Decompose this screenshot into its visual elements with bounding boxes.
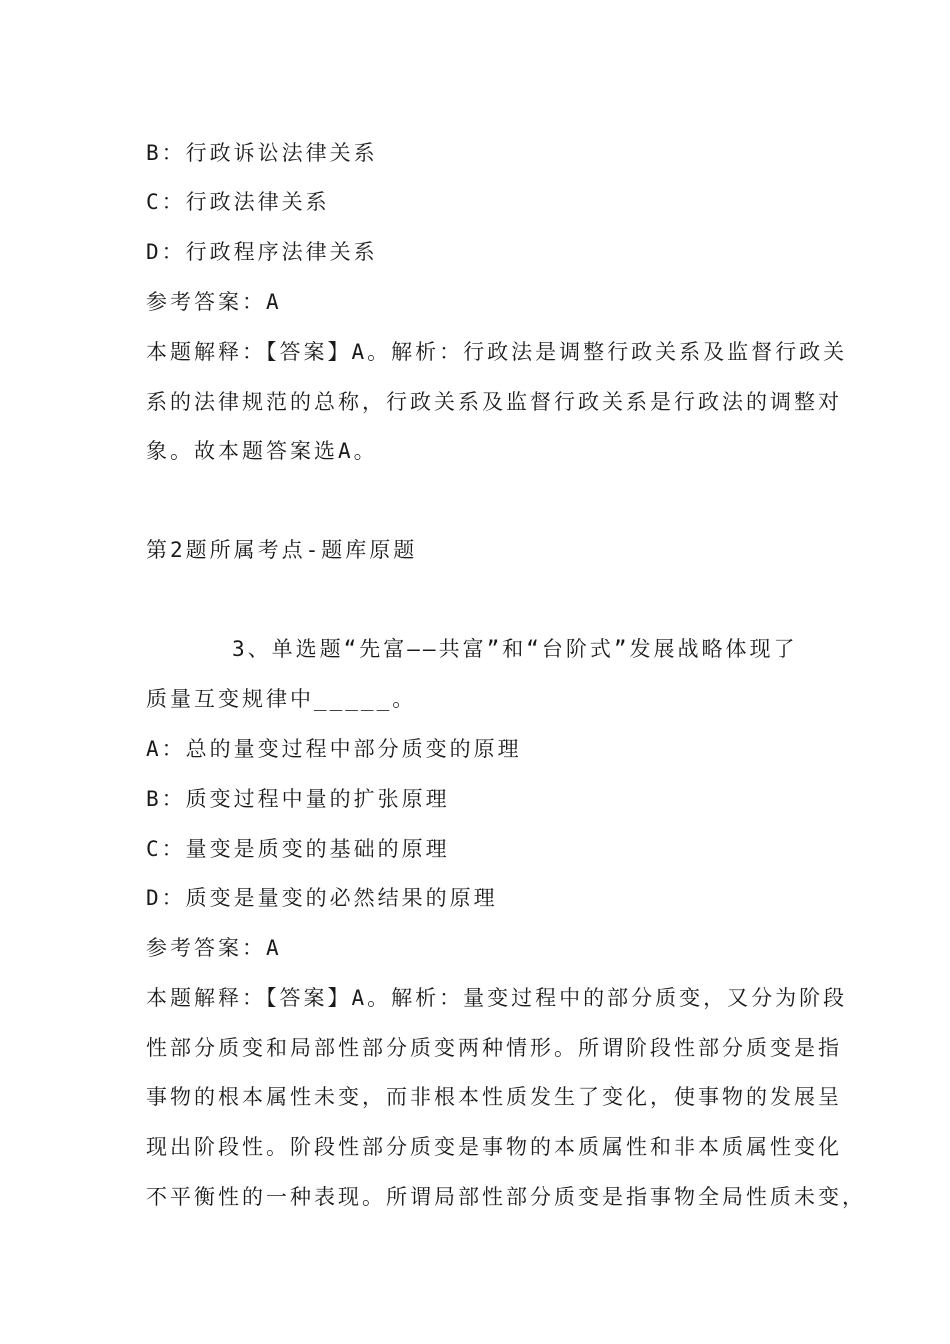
q1-answer: 参考答案：A xyxy=(146,290,282,314)
q1-option-b: B：行政诉讼法律关系 xyxy=(146,141,378,165)
q3-option-a: A：总的量变过程中部分质变的原理 xyxy=(146,737,522,761)
q2-point-label: 第2题所属考点-题库原题 xyxy=(146,538,418,562)
q3-explanation-line: 本题解释：【答案】A。解析：量变过程中的部分质变，又分为阶段 xyxy=(146,986,848,1010)
q3-stem-line: 质量互变规律中_____。 xyxy=(146,687,417,711)
q1-option-d: D：行政程序法律关系 xyxy=(146,240,378,264)
q1-explanation-line: 象。故本题答案选A。 xyxy=(146,439,378,463)
q1-option-c: C：行政法律关系 xyxy=(146,190,330,214)
q3-answer: 参考答案：A xyxy=(146,936,282,960)
q3-explanation-line: 不平衡性的一种表现。所谓局部性部分质变是指事物全局性质未变， xyxy=(146,1185,866,1209)
q3-explanation-line: 事物的根本属性未变，而非根本性质发生了变化，使事物的发展呈 xyxy=(146,1085,842,1109)
q3-option-d: D：质变是量变的必然结果的原理 xyxy=(146,886,498,910)
q3-explanation-line: 现出阶段性。阶段性部分质变是事物的本质属性和非本质属性变化 xyxy=(146,1135,842,1159)
q3-option-b: B：质变过程中量的扩张原理 xyxy=(146,787,450,811)
q1-explanation-line: 本题解释：【答案】A。解析：行政法是调整行政关系及监督行政关 xyxy=(146,340,848,364)
q3-stem-line: 3、单选题“先富——共富”和“台阶式”发展战略体现了 xyxy=(232,637,798,661)
q3-explanation-line: 性部分质变和局部性部分质变两种情形。所谓阶段性部分质变是指 xyxy=(146,1036,842,1060)
q1-explanation-line: 系的法律规范的总称，行政关系及监督行政关系是行政法的调整对 xyxy=(146,390,842,414)
q3-option-c: C：量变是质变的基础的原理 xyxy=(146,837,450,861)
